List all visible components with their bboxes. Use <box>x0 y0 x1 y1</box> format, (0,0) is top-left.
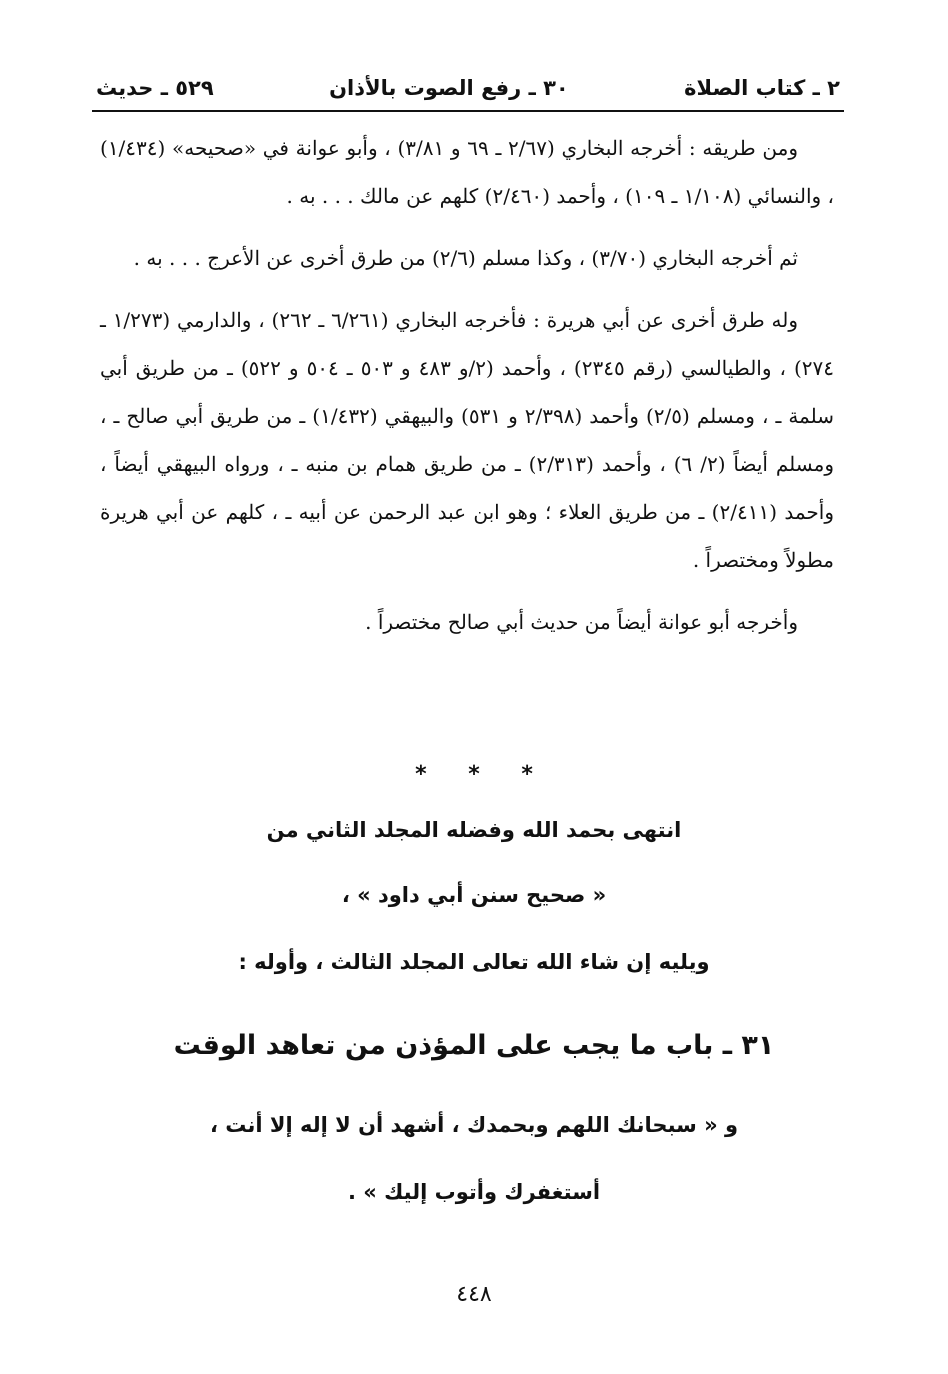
paragraph-takhrij-araj: ثم أخرجه البخاري (٣/٧٠) ، وكذا مسلم (٢/٦) من طرق أخرى عن الأعرج . . . به . <box>133 246 798 270</box>
dua-line-2: أستغفرك وأتوب إليك » . <box>347 1180 601 1204</box>
page-number: ٤٤٨ <box>456 1282 492 1307</box>
section-separator: * * * <box>415 762 533 787</box>
paragraph-other-routes: وله طرق أخرى عن أبي هريرة : فأخرجه البخاري (٦/٢٦١ ـ ٢٦٢) ، والدارمي (١/٢٧٣ ـ ٢٧٤) ، والطيالسي (رقم ٢٣٤٥) ، وأحمد (٢/و ٤٨٣ و ٥٠٣ ـ ٥٠٤ و ٥٢٢) ـ من طريق أبي سلمة ـ ، ومسلم (٢/٥) وأحمد (٢/٣٩٨ و ٥٣١) والبيهقي (١/٤٣٢) ـ من طريق أبي صالح ـ ، ومسلم أيضاً (٢/ ٦) ، وأحمد (٢/٣١٣) ـ من طريق همام بن منبه ـ ، ورواه البيهقي أيضاً ، وأحمد (٢/٤١١) ـ من طريق العلاء ؛ وهو ابن عبد الرحمن عن أبيه ـ ، كلهم عن أبي هريرة مطولاً ومختصراً . <box>100 308 835 572</box>
dua-line-1: و « سبحانك اللهم وبحمدك ، أشهد أن لا إله إلا أنت ، <box>209 1113 739 1137</box>
paragraph-takhrij-malik: ومن طريقه : أخرجه البخاري (٢/٦٧ ـ ٦٩ و ٣/٨١) ، وأبو عوانة في «صحيحه» (١/٤٣٤) ، والنسائي (١/١٠٨ ـ ١٠٩) ، وأحمد (٢/٤٦٠) كلهم عن مالك . . . به . <box>100 136 834 208</box>
header-divider <box>92 110 844 112</box>
header-hadith-number: ٥٢٩ ـ حديث <box>96 76 214 100</box>
header-book-title: ٢ ـ كتاب الصلاة <box>684 76 840 100</box>
paragraph-abu-awana: وأخرجه أبو عوانة أيضاً من حديث أبي صالح مختصراً . <box>365 610 798 634</box>
colophon-book-name: « صحيح سنن أبي داود » ، <box>341 883 607 907</box>
colophon-line-1: انتهى بحمد الله وفضله المجلد الثاني من <box>266 818 682 842</box>
colophon-line-3: ويليه إن شاء الله تعالى المجلد الثالث ، وأوله : <box>238 950 710 974</box>
header-chapter-title: ٣٠ ـ رفع الصوت بالأذان <box>329 76 569 100</box>
next-chapter-title: ٣١ ـ باب ما يجب على المؤذن من تعاهد الوقت <box>173 1030 775 1061</box>
running-header <box>96 68 840 108</box>
body-text <box>100 124 834 660</box>
